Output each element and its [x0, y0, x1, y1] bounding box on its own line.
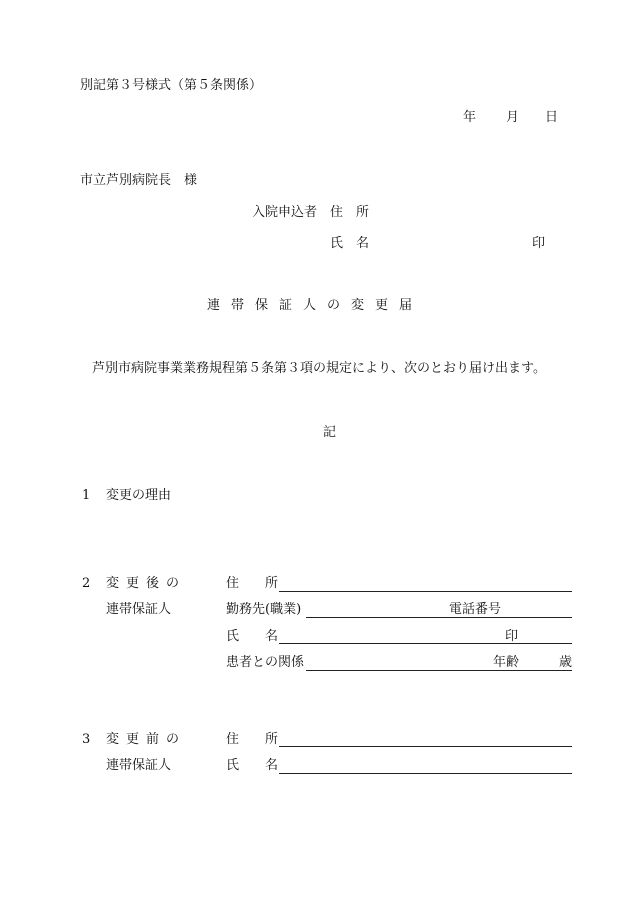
- item2-work-label: 勤務先(職業): [226, 602, 302, 617]
- item3-label-line1: 変更前の: [106, 732, 187, 747]
- date-year: 年: [463, 110, 477, 125]
- item3-name-label: 氏 名: [226, 758, 279, 773]
- item1-number: 1: [82, 488, 91, 503]
- ki-mark: 記: [323, 425, 337, 440]
- item3-name-line[interactable]: [279, 773, 572, 774]
- item2-label-line1: 変更後の: [106, 576, 187, 591]
- item2-label-line2: 連帯保証人: [106, 602, 172, 617]
- form-label: 別記第３号様式（第５条関係）: [80, 78, 263, 93]
- document-title: 連帯保証人の変更届: [206, 298, 423, 313]
- item2-number: 2: [82, 576, 91, 591]
- item2-relation-line[interactable]: [306, 670, 572, 671]
- item2-name-label: 氏 名: [226, 629, 279, 644]
- applicant-address-label: 住 所: [330, 205, 370, 220]
- date-day: 日: [545, 110, 559, 125]
- item2-address-line[interactable]: [279, 591, 572, 592]
- date-month: 月: [506, 110, 520, 125]
- item2-work-line[interactable]: [306, 617, 572, 618]
- applicant-role: 入院申込者: [252, 205, 318, 220]
- item1-label: 変更の理由: [106, 488, 172, 503]
- item3-address-line[interactable]: [279, 746, 572, 747]
- item2-seal: 印: [505, 629, 519, 644]
- item3-number: 3: [82, 732, 91, 747]
- item2-relation-label: 患者との関係: [226, 655, 305, 670]
- item2-age-label: 年齢: [493, 655, 520, 670]
- item3-label-line2: 連帯保証人: [106, 758, 172, 773]
- item2-address-label: 住 所: [226, 576, 279, 591]
- applicant-name-label: 氏 名: [330, 236, 370, 251]
- item2-name-line[interactable]: [279, 643, 572, 644]
- item2-phone-label: 電話番号: [449, 602, 502, 617]
- addressee: 市立芦別病院長 様: [80, 173, 198, 188]
- item3-address-label: 住 所: [226, 732, 279, 747]
- body-text: 芦別市病院事業業務規程第５条第３項の規定により、次のとおり届け出ます。: [92, 361, 546, 376]
- applicant-seal: 印: [532, 236, 546, 251]
- item2-age-unit: 歳: [559, 655, 573, 670]
